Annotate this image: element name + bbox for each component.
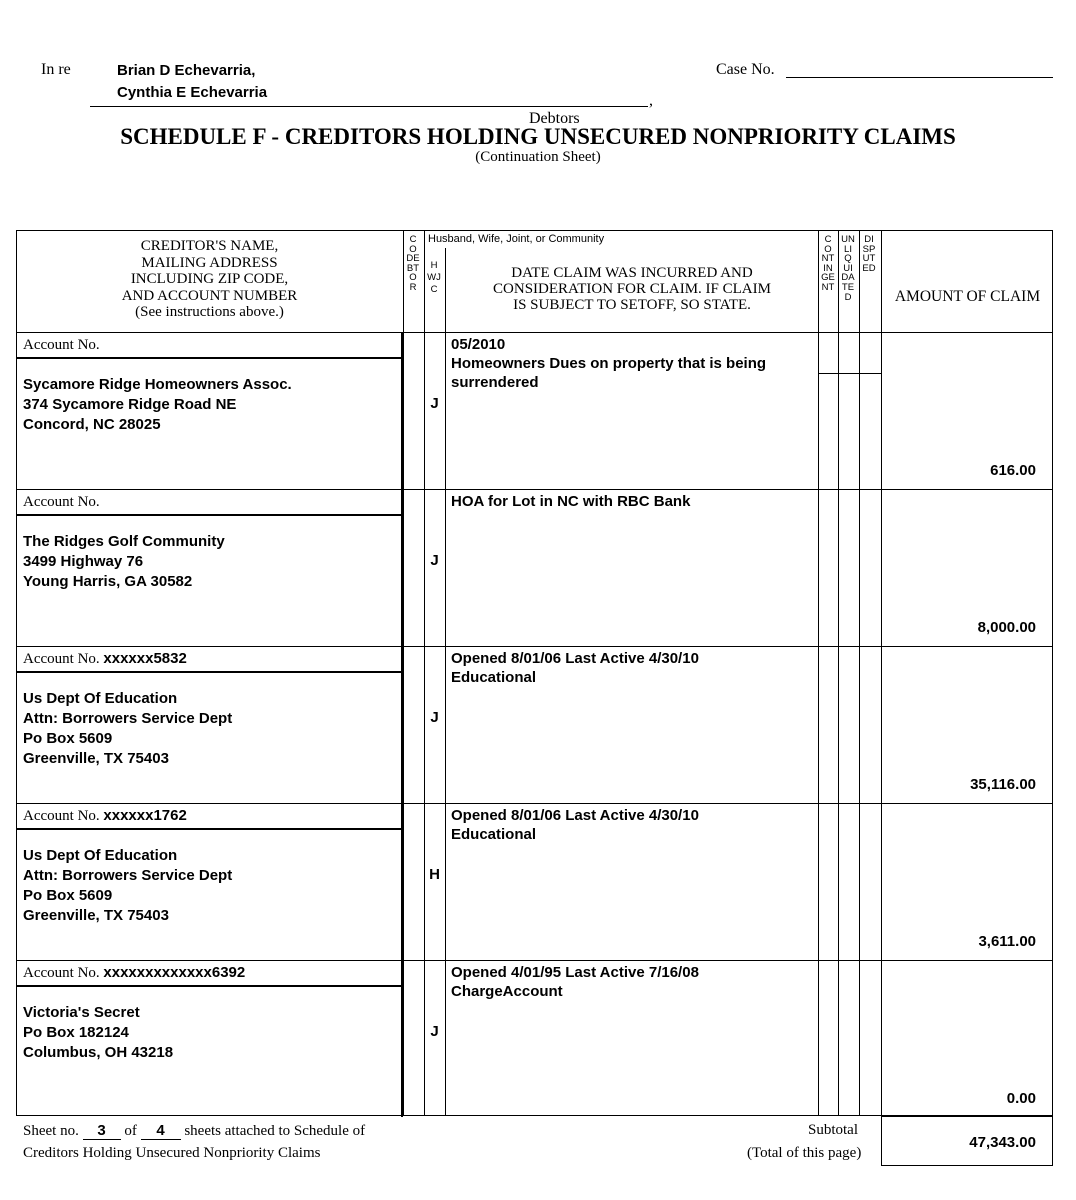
creditor-address-line: Us Dept Of Education — [23, 847, 178, 864]
account-line — [23, 650, 187, 668]
case-no-label: Case No. — [716, 61, 775, 78]
sheet-number: 3 — [83, 1122, 121, 1140]
claim-description-line: ChargeAccount — [451, 983, 563, 1000]
codebtor-column-header: CODEBTOR — [406, 234, 420, 293]
hwjc-column-letters: HWJC — [427, 260, 441, 295]
date-claim-header-line: CONSIDERATION FOR CLAIM. IF CLAIM — [493, 281, 771, 297]
creditor-address — [23, 846, 232, 926]
col-divider-amount — [881, 230, 882, 1116]
date-claim-column-header — [452, 265, 812, 313]
debtor-name-2: Cynthia E Echevarria — [117, 84, 268, 101]
hwjc-value: J — [430, 1023, 439, 1040]
hwjc-value: J — [430, 552, 439, 569]
sheet-total: 4 — [141, 1122, 181, 1140]
creditor-address-line: Victoria's Secret — [23, 1004, 140, 1021]
col-divider-contingent — [818, 230, 819, 1116]
in-re-label: In re — [41, 61, 71, 78]
creditor-address-line: The Ridges Golf Community — [23, 533, 225, 550]
creditor-address-line: Sycamore Ridge Homeowners Assoc. — [23, 376, 292, 393]
disputed-column-header: DISPUTED — [862, 234, 876, 274]
creditor-address — [23, 532, 225, 592]
creditor-address-line: Po Box 5609 — [23, 887, 113, 904]
account-number: xxxxxx1762 — [103, 807, 187, 824]
debtors-comma: , — [649, 92, 653, 109]
col-divider-disputed — [859, 230, 860, 1116]
account-divider — [16, 828, 403, 830]
hwjc-column-title: Husband, Wife, Joint, or Community — [428, 233, 605, 245]
claim-description-line: Opened 8/01/06 Last Active 4/30/10 — [451, 650, 699, 667]
creditor-address-line: Greenville, TX 75403 — [23, 750, 169, 767]
creditor-address-line: Po Box 5609 — [23, 730, 113, 747]
debtor-name-1: Brian D Echevarria, — [117, 62, 256, 79]
creditor-address — [23, 1003, 173, 1063]
subtotal-label: Subtotal — [808, 1122, 859, 1138]
claim-description-line: Educational — [451, 826, 537, 843]
date-claim-header-line: DATE CLAIM WAS INCURRED AND — [511, 265, 753, 281]
claim-description-line: Educational — [451, 669, 537, 686]
account-line — [23, 336, 100, 354]
subtotal-sublabel: (Total of this page) — [747, 1145, 862, 1161]
account-line — [23, 807, 187, 825]
claim-amount: 3,611.00 — [978, 933, 1036, 950]
claim-description — [451, 806, 699, 844]
account-label: Account No. — [23, 337, 100, 353]
account-line — [23, 493, 100, 511]
unliquidated-column-header: UNLIQUIDATED — [841, 234, 855, 303]
sheet-number-line — [23, 1122, 365, 1140]
account-line — [23, 964, 245, 982]
account-divider — [16, 671, 403, 673]
account-number: xxxxxx5832 — [103, 650, 187, 667]
hwjc-value: J — [430, 709, 439, 726]
creditor-address-line: Young Harris, GA 30582 — [23, 573, 193, 590]
page-title: SCHEDULE F - CREDITORS HOLDING UNSECURED NONPRIORITY CLAIMS — [120, 124, 956, 149]
claim-description-line: 05/2010 — [451, 336, 506, 353]
account-label: Account No. — [23, 651, 100, 667]
creditor-address-line: 3499 Highway 76 — [23, 553, 144, 570]
account-label: Account No. — [23, 965, 100, 981]
account-label: Account No. — [23, 808, 100, 824]
case-no-field — [786, 59, 1053, 78]
account-divider — [16, 985, 403, 987]
date-claim-header-line: IS SUBJECT TO SETOFF, SO STATE. — [513, 297, 751, 313]
creditor-address-line: Attn: Borrowers Service Dept — [23, 867, 233, 884]
col-divider-codebtor — [403, 230, 404, 1116]
claim-description — [451, 963, 699, 1001]
claim-description — [451, 649, 699, 687]
debtors-underline — [90, 106, 648, 107]
creditor-address-line: Attn: Borrowers Service Dept — [23, 710, 233, 727]
page-subtitle: (Continuation Sheet) — [475, 149, 601, 165]
account-divider — [16, 514, 403, 516]
creditor-address-line: 374 Sycamore Ridge Road NE — [23, 396, 237, 413]
hwjc-value: H — [429, 866, 440, 883]
sheets-suffix: sheets attached to Schedule of — [184, 1123, 366, 1139]
creditor-header-line: CREDITOR'S NAME, — [140, 238, 279, 254]
claim-amount: 35,116.00 — [970, 776, 1036, 793]
subtotal-value: 47,343.00 — [969, 1134, 1036, 1151]
creditor-header-line: MAILING ADDRESS — [141, 254, 278, 271]
claim-description-line: Homeowners Dues on property that is being — [451, 355, 767, 372]
creditor-header-line: AND ACCOUNT NUMBER — [121, 287, 298, 304]
creditor-address-line: Us Dept Of Education — [23, 690, 178, 707]
claim-description-line: surrendered — [451, 374, 539, 391]
claim-description — [451, 492, 690, 511]
col-divider-hwjc — [424, 230, 425, 1116]
creditor-address — [23, 375, 292, 435]
of-label: of — [124, 1123, 137, 1139]
amount-column-header: AMOUNT OF CLAIM — [894, 288, 1041, 305]
hwjc-value: J — [430, 395, 439, 412]
claim-description — [451, 335, 766, 392]
claim-description-line: Opened 8/01/06 Last Active 4/30/10 — [451, 807, 699, 824]
creditor-address-line: Columbus, OH 43218 — [23, 1044, 174, 1061]
creditor-header-line: INCLUDING ZIP CODE, — [130, 271, 289, 287]
sheet-prefix: Sheet no. — [23, 1123, 79, 1139]
claim-amount: 0.00 — [1006, 1090, 1036, 1107]
contingent-column-header: CONTINGENT — [821, 234, 835, 293]
debtors-label: Debtors — [529, 110, 580, 127]
creditor-address-line: Concord, NC 28025 — [23, 416, 161, 433]
col-divider-unliquidated — [838, 230, 839, 1116]
claim-description-line: Opened 4/01/95 Last Active 7/16/08 — [451, 964, 699, 981]
creditor-address — [23, 689, 232, 769]
creditor-column-header — [16, 238, 403, 321]
creditor-address-line: Po Box 182124 — [23, 1024, 129, 1041]
claim-amount: 616.00 — [990, 462, 1036, 479]
creditor-address-line: Greenville, TX 75403 — [23, 907, 169, 924]
claim-description-line: HOA for Lot in NC with RBC Bank — [451, 493, 691, 510]
account-divider — [16, 357, 403, 359]
claim-amount: 8,000.00 — [977, 619, 1036, 636]
sheet-line-2: Creditors Holding Unsecured Nonpriority Claims — [23, 1145, 321, 1161]
account-label: Account No. — [23, 494, 100, 510]
account-number: xxxxxxxxxxxxx6392 — [103, 964, 246, 981]
flag-header-bottom — [818, 373, 881, 374]
col-divider-date — [445, 248, 446, 1116]
creditor-header-line: (See instructions above.) — [135, 304, 284, 320]
